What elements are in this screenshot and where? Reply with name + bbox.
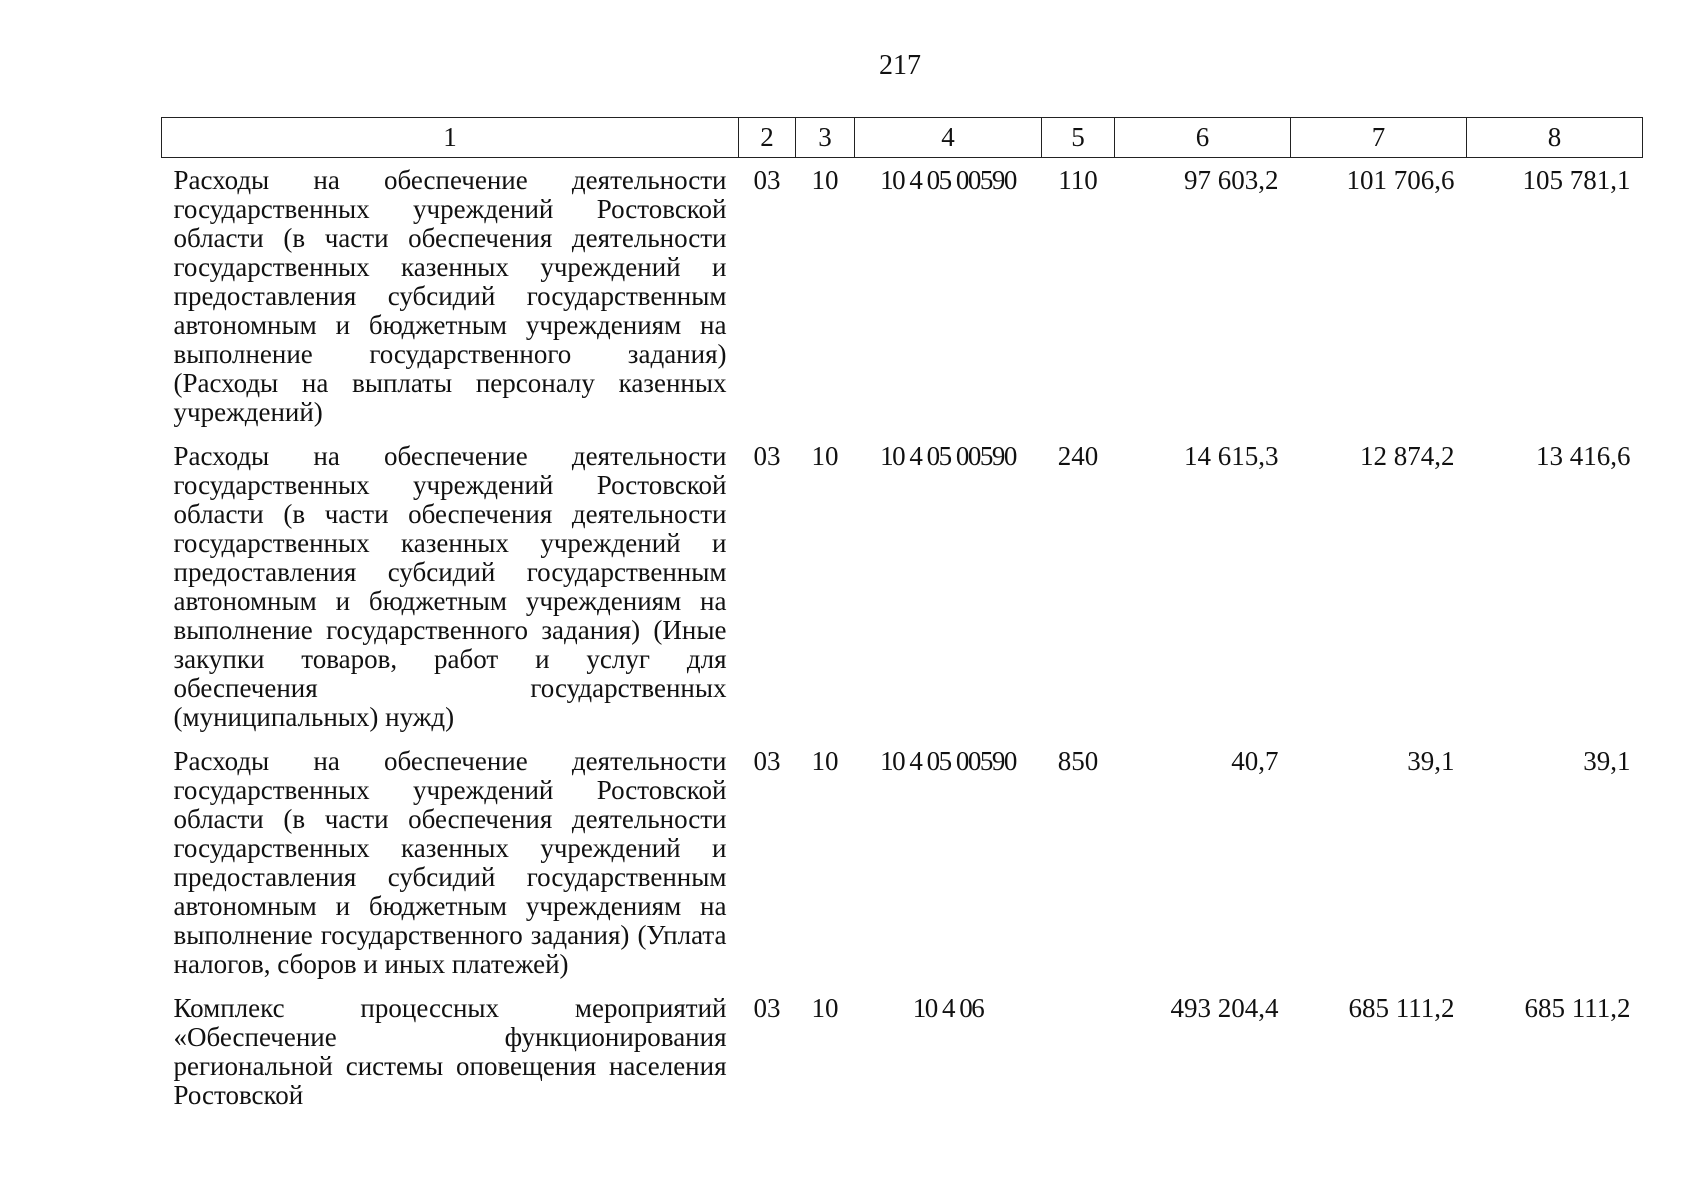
expense-type-code: 850 — [1057, 746, 1099, 776]
amount-col-7: 12 874,2 — [1360, 441, 1455, 471]
target-article-code: 10 4 06 — [912, 993, 984, 1023]
subsection-code: 10 — [811, 746, 839, 776]
table-row — [162, 739, 1643, 986]
expense-type-code: 240 — [1057, 441, 1099, 471]
subsection-code: 10 — [811, 441, 839, 471]
header-row — [162, 118, 1643, 158]
header-cell-7: 7 — [1291, 118, 1467, 158]
amount-col-8: 13 416,6 — [1536, 441, 1631, 471]
page-number: 217 — [879, 50, 921, 81]
expense-type-code — [1042, 986, 1115, 1117]
section-code: 03 — [753, 746, 781, 776]
target-article-code: 10 4 05 00590 — [880, 441, 1016, 471]
section-code: 03 — [753, 165, 781, 195]
target-article-code: 10 4 05 00590 — [880, 746, 1016, 776]
amount-col-6: 493 204,4 — [1170, 993, 1279, 1023]
header-cell-3: 3 — [796, 118, 855, 158]
subsection-code: 10 — [811, 993, 839, 1023]
header-cell-1: 1 — [162, 118, 739, 158]
amount-col-6: 14 615,3 — [1184, 441, 1279, 471]
header-cell-6: 6 — [1115, 118, 1291, 158]
subsection-code: 10 — [811, 165, 839, 195]
expense-type-code: 110 — [1058, 165, 1098, 195]
amount-col-7: 39,1 — [1407, 746, 1455, 776]
amount-col-7: 101 706,6 — [1346, 165, 1455, 195]
section-code: 03 — [753, 993, 781, 1023]
header-cell-2: 2 — [739, 118, 796, 158]
target-article-code: 10 4 05 00590 — [880, 165, 1016, 195]
row-description: Расходы на обеспечение деятельности государственных учреждений Ростовской области (в части обеспечения деятельности государственных казенных учреждений и предоставления субсидий государственным автономным и бюджетным учреждениям на выполнение государственного задания) (Иные закупки товаров, работ и услуг для обеспечения государственных (муниципальных) нужд) — [173, 441, 727, 732]
amount-col-6: 40,7 — [1231, 746, 1279, 776]
table-row — [162, 986, 1643, 1117]
amount-col-6: 97 603,2 — [1184, 165, 1279, 195]
budget-table — [161, 117, 1643, 1117]
table-row — [162, 158, 1643, 435]
row-description: Комплекс процессных мероприятий «Обеспечение функционирования региональной системы оповещения населения Ростовской — [173, 993, 727, 1110]
section-code: 03 — [753, 441, 781, 471]
header-cell-4: 4 — [855, 118, 1042, 158]
amount-col-8: 105 781,1 — [1522, 165, 1631, 195]
row-description: Расходы на обеспечение деятельности государственных учреждений Ростовской области (в части обеспечения деятельности государственных казенных учреждений и предоставления субсидий государственным автономным и бюджетным учреждениям на выполнение государственного задания) (Уплата налогов, сборов и иных платежей) — [173, 746, 727, 979]
header-cell-5: 5 — [1042, 118, 1115, 158]
row-description: Расходы на обеспечение деятельности государственных учреждений Ростовской области (в части обеспечения деятельности государственных казенных учреждений и предоставления субсидий государственным автономным и бюджетным учреждениям на выполнение государственного задания) (Расходы на выплаты персоналу казенных учреждений) — [173, 165, 727, 427]
table-row — [162, 434, 1643, 739]
amount-col-7: 685 111,2 — [1348, 993, 1455, 1023]
amount-col-8: 39,1 — [1583, 746, 1631, 776]
header-cell-8: 8 — [1467, 118, 1643, 158]
amount-col-8: 685 111,2 — [1524, 993, 1631, 1023]
